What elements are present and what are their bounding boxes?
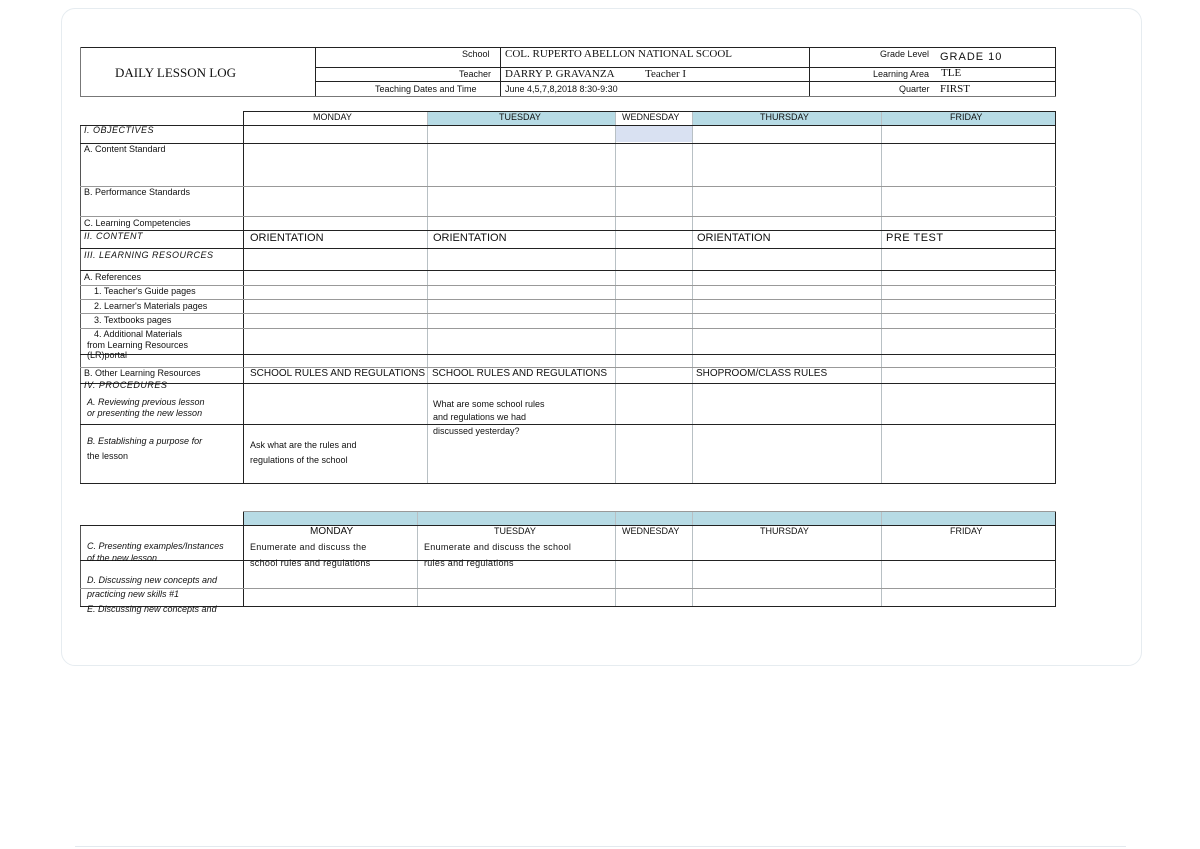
- dates-value: June 4,5,7,8,2018 8:30-9:30: [505, 84, 618, 94]
- school-value: COL. RUPERTO ABELLON NATIONAL SCOOL: [505, 48, 732, 60]
- t2-header-tuesday: TUESDAY: [494, 526, 536, 536]
- header-tuesday: TUESDAY: [499, 112, 541, 122]
- presenting-monday-1: Enumerate and discuss the: [250, 542, 367, 552]
- presenting-tuesday-2: rules and regulations: [424, 558, 514, 568]
- teacher-label: Teacher: [459, 69, 492, 79]
- review-tuesday-3: discussed yesterday?: [433, 426, 520, 436]
- row-learners-materials: 2. Learner's Materials pages: [94, 301, 208, 311]
- row-other-resources: B. Other Learning Resources: [84, 368, 201, 378]
- row-discussing-1-2: practicing new skills #1: [87, 589, 180, 599]
- content-friday: PRE TEST: [886, 232, 944, 244]
- row-purpose-2: the lesson: [87, 451, 129, 461]
- header-monday: MONDAY: [313, 112, 352, 122]
- row-reviewing: A. Reviewing previous lesson: [87, 397, 205, 407]
- row-teachers-guide: 1. Teacher's Guide pages: [94, 286, 196, 296]
- school-label: School: [462, 49, 490, 59]
- row-discussing-2: E. Discussing new concepts and: [87, 604, 217, 614]
- row-reviewing-2: or presenting the new lesson: [87, 408, 203, 418]
- content-thursday: ORIENTATION: [697, 232, 771, 244]
- document-card: [61, 8, 1142, 666]
- quarter-value: FIRST: [940, 83, 970, 95]
- other-resources-tuesday: SCHOOL RULES AND REGULATIONS: [432, 368, 608, 379]
- t2-header-wednesday: WEDNESDAY: [622, 526, 680, 536]
- other-resources-monday: SCHOOL RULES AND REGULATIONS: [250, 368, 426, 379]
- row-content-standard: A. Content Standard: [84, 144, 166, 154]
- row-learning-competencies: C. Learning Competencies: [84, 218, 191, 228]
- row-objectives: I. OBJECTIVES: [84, 125, 155, 135]
- grade-value: GRADE 10: [940, 51, 1003, 63]
- area-value: TLE: [941, 67, 962, 79]
- grade-label: Grade Level: [880, 49, 930, 59]
- row-presenting-2: of the new lesson: [87, 553, 158, 563]
- t2-header-monday: MONDAY: [310, 526, 354, 537]
- quarter-label: Quarter: [899, 84, 930, 94]
- t2-header-friday: FRIDAY: [950, 526, 983, 536]
- row-discussing-1: D. Discussing new concepts and: [87, 575, 218, 585]
- content-tuesday: ORIENTATION: [433, 232, 507, 244]
- purpose-monday-2: regulations of the school: [250, 455, 348, 465]
- header-wednesday: WEDNESDAY: [622, 112, 680, 122]
- review-tuesday-2: and regulations we had: [433, 412, 527, 422]
- t2-header-thursday: THURSDAY: [760, 526, 809, 536]
- row-additional-materials-2: from Learning Resources: [87, 340, 189, 350]
- teacher-position: Teacher I: [645, 68, 687, 80]
- review-tuesday-1: What are some school rules: [433, 399, 545, 409]
- row-presenting: C. Presenting examples/Instances: [87, 541, 224, 551]
- header-friday: FRIDAY: [950, 112, 983, 122]
- row-textbooks: 3. Textbooks pages: [94, 315, 172, 325]
- dates-label: Teaching Dates and Time: [375, 84, 477, 94]
- row-learning-resources: III. LEARNING RESOURCES: [84, 250, 214, 260]
- teacher-value: DARRY P. GRAVANZA: [505, 68, 615, 80]
- page-title: DAILY LESSON LOG: [115, 65, 236, 80]
- purpose-monday-1: Ask what are the rules and: [250, 440, 357, 450]
- header-thursday: THURSDAY: [760, 112, 809, 122]
- row-content: II. CONTENT: [84, 231, 143, 241]
- row-references: A. References: [84, 272, 142, 282]
- page-divider: [75, 846, 1126, 847]
- other-resources-thursday: SHOPROOM/CLASS RULES: [696, 368, 828, 379]
- presenting-monday-2: school rules and regulations: [250, 558, 371, 568]
- presenting-tuesday-1: Enumerate and discuss the school: [424, 542, 572, 552]
- content-monday: ORIENTATION: [250, 232, 324, 244]
- row-additional-materials-3: (LR)portal: [87, 350, 128, 360]
- area-label: Learning Area: [873, 69, 930, 79]
- row-additional-materials: 4. Additional Materials: [94, 329, 183, 339]
- row-purpose: B. Establishing a purpose for: [87, 436, 203, 446]
- row-performance-standards: B. Performance Standards: [84, 187, 191, 197]
- row-procedures: IV. PROCEDURES: [84, 380, 168, 390]
